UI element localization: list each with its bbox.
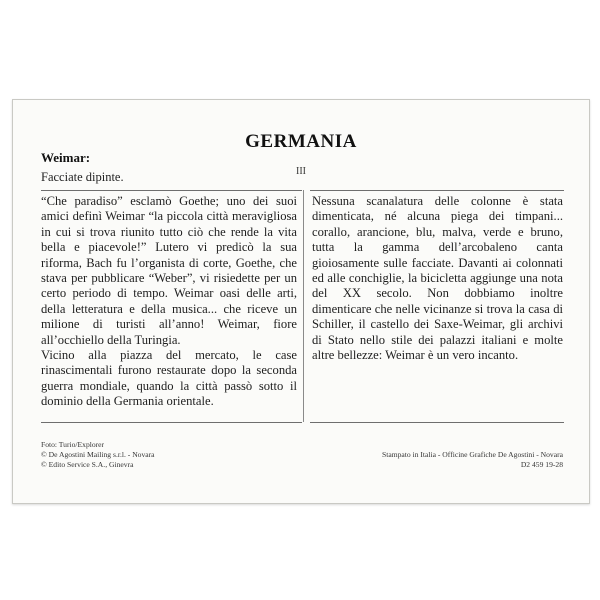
left-column-text [41,194,297,410]
credit-line: © Edito Service S.A., Ginevra [41,460,134,469]
place-heading: Weimar: [41,150,91,165]
credit-line: © De Agostini Mailing s.r.l. - Novara [41,450,155,459]
right-paragraph-1: Nessuna scanalatura delle colonne è stata dimenticata, né alcuna piega dei timpani... corallo, arancione, blu, malva, verde e bruno, tutta la gamma dell’arcobaleno canta gioiosamente sulle facciate. Davanti ai colonnati ed alle conchiglie, la bicicletta aggiunge una nota del XX secolo. Non dobbiamo inoltre dimenticare che nelle vicinanze si trova la casa di Schiller, il castello dei Saxe-Weimar, gli archivi di Stato nello stile dei palazzi italiani e molte altre bellezze: Weimar è un vero incanto. [312,194,563,363]
credit-line: Foto: Turio/Explorer [41,440,105,449]
card-title: GERMANIA [245,131,357,152]
left-top-rule [41,190,302,191]
product-code: D2 459 19-28 [520,460,563,469]
right-column-text [312,194,563,363]
right-top-rule [310,190,564,191]
printer-line: Stampato in Italia - Officine Grafiche De Agostini - Novara [382,450,563,459]
column-divider [303,190,304,422]
print-info [382,450,563,470]
card-number: III [296,166,306,177]
card-subtitle: Facciate dipinte. [41,170,124,184]
left-bottom-rule [41,422,302,423]
left-paragraph-2: Vicino alla piazza del mercato, le case rinascimentali furono restaurate dopo la seconda guerra mondiale, quando la città passò sotto il dominio della Germania orientale. [41,348,297,409]
left-paragraph-1: “Che paradiso” esclamò Goethe; uno dei suoi amici definì Weimar “la piccola città meravigliosa in cui si trova riunito tutto ciò che rende la vita bella e piacevole!” Lutero vi predicò la sua riforma, Bach fu l’organista di corte, Goethe, che stava per pubblicare “Weber”, vi risiedette per un certo periodo di tempo. Weimar oasi delle arti, della letteratura e della musica... che riceve un milione di turisti all’anno! Weimar, fiore all’occhiello della Turingia. [41,194,297,347]
postcard [12,99,590,504]
photo-credits [41,440,155,470]
right-bottom-rule [310,422,564,423]
